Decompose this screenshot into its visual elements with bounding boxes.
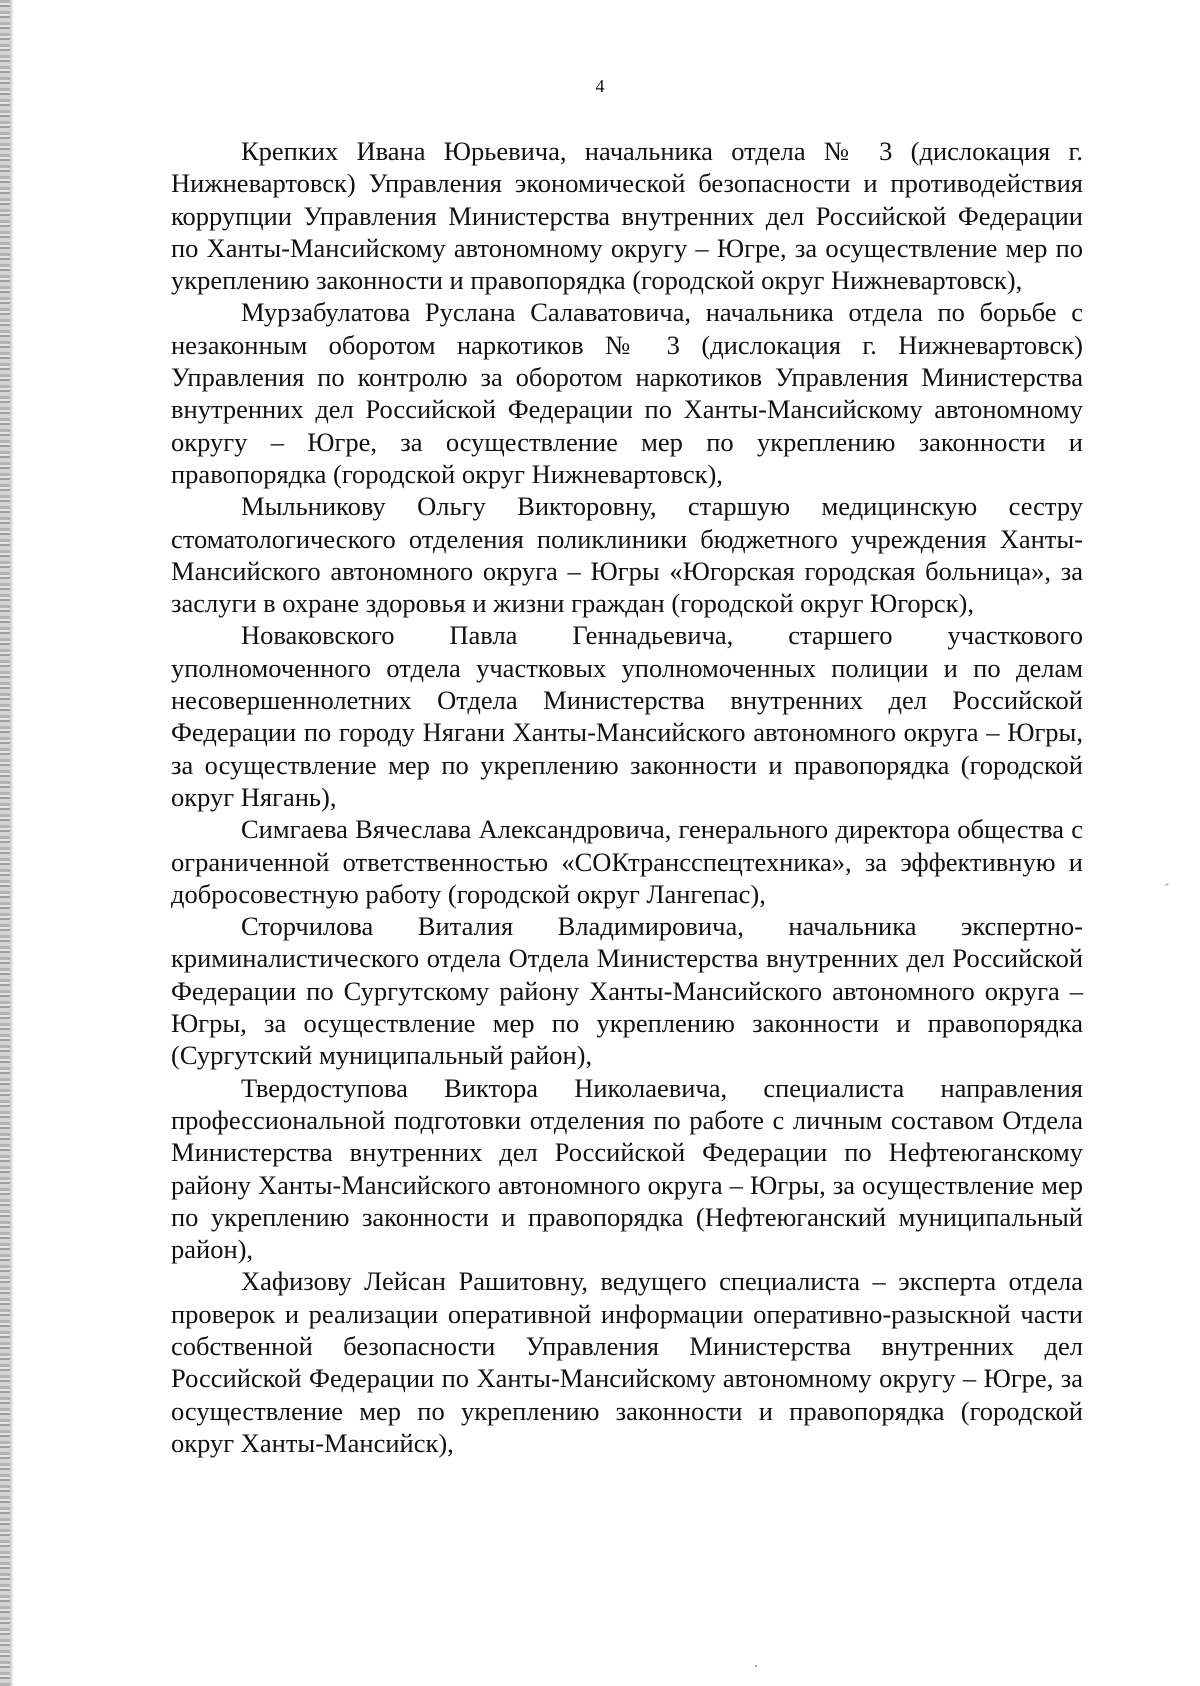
award-entry-khafizova: Хафизову Лейсан Рашитовну, ведущего специалиста – эксперта отдела проверок и реализации оперативной информации оперативно-разыскной части собственной безопасности Управления Министерства внутренних дел Российской Федерации по Ханты-Мансийскому автономному округу – Югре, за осуществление мер по укреплению законности и правопорядка (городской округ Ханты-Мансийск), xyxy=(171,1266,1083,1458)
award-entry-tverdostupov: Твердоступова Виктора Николаевича, специалиста направления профессиональной подготовки отделения по работе с личным составом Отдела Министерства внутренних дел Российской Федерации по Нефтеюганскому району Ханты-Мансийского автономного округа – Югры, за осуществление мер по укреплению законности и правопорядка (Нефтеюганский муниципальный район), xyxy=(171,1072,1083,1265)
award-entry-krepkikh: Крепких Ивана Юрьевича, начальника отдела № 3 (дислокация г. Нижневартовск) Управления экономической безопасности и противодействия коррупции Управления Министерства внутренних дел Российской Федерации по Ханты-Мансийскому автономному округу – Югре, за осуществление мер по укреплению законности и правопорядка (городской округ Нижневартовск), xyxy=(171,136,1083,296)
document-body xyxy=(171,135,1083,1459)
award-entry-mylnikova: Мыльникову Ольгу Викторовну, старшую медицинскую сестру стоматологического отделения поликлиники бюджетного учреждения Ханты-Мансийского автономного округа – Югры «Югорская городская больница», за заслуги в охране здоровья и жизни граждан (городской округ Югорск), xyxy=(171,491,1083,619)
scan-speck xyxy=(755,1665,757,1667)
award-entry-novakovsky: Новаковского Павла Геннадьевича, старшего участкового уполномоченного отдела участковых уполномоченных полиции и по делам несовершеннолетних Отдела Министерства внутренних дел Российской Федерации по городу Нягани Ханты-Мансийского автономного округа – Югры, за осуществление мер по укреплению законности и правопорядка (городской округ Нягань), xyxy=(171,620,1083,812)
award-entry-storchilov: Сторчилова Виталия Владимировича, начальника экспертно-криминалистического отдела Отдела Министерства внутренних дел Российской Федерации по Сургутскому району Ханты-Мансийского автономного округа – Югры, за осуществление мер по укреплению законности и правопорядка (Сургутский муниципальный район), xyxy=(171,911,1083,1071)
award-entry-simgaev: Симгаева Вячеслава Александровича, генерального директора общества с ограниченной ответственностью «СОКтрансспецтехника», за эффективную и добросовестную работу (городской округ Лангепас), xyxy=(171,814,1083,909)
scan-edge-shadow xyxy=(10,0,14,1686)
page-number: 4 xyxy=(595,76,605,96)
scan-edge xyxy=(0,0,10,1686)
scan-speck xyxy=(1165,883,1169,886)
award-entry-murzabulatov: Мурзабулатова Руслана Салаватовича, начальника отдела по борьбе с незаконным оборотом наркотиков № 3 (дислокация г. Нижневартовск) Управления по контролю за оборотом наркотиков Управления Министерства внутренних дел Российской Федерации по Ханты-Мансийскому автономному округу – Югре, за осуществление мер по укреплению законности и правопорядка (городской округ Нижневартовск), xyxy=(171,297,1083,489)
